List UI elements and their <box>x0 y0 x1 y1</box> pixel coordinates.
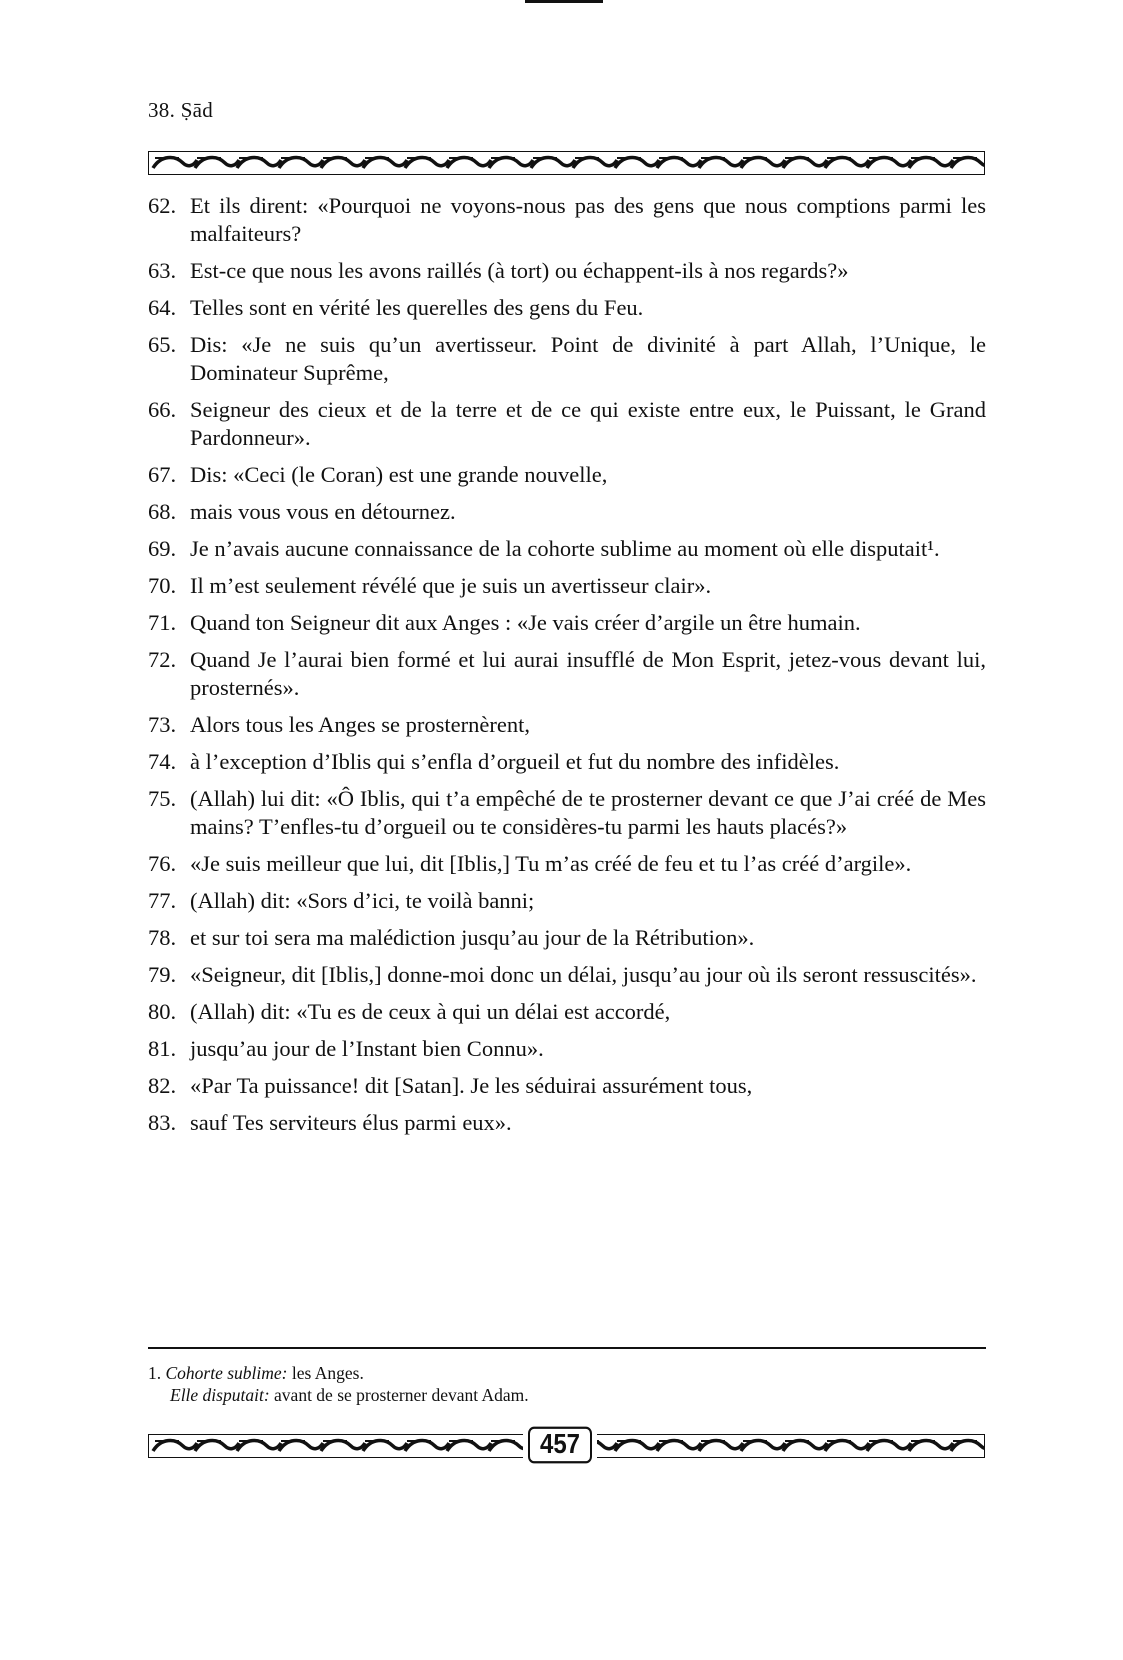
verse <box>148 1035 986 1063</box>
footnotes <box>148 1362 986 1406</box>
verse <box>148 396 986 452</box>
verse-number: 62. <box>148 193 177 218</box>
verse-text: jusqu’au jour de l’Instant bien Connu». <box>190 1036 544 1061</box>
verse <box>148 1109 986 1137</box>
verse-text: Quand Je l’aurai bien formé et lui aurai insufflé de Mon Esprit, jetez-vous devant lui, prosternés». <box>190 647 986 700</box>
verse <box>148 498 986 526</box>
verse-number: 81. <box>148 1036 177 1061</box>
verse <box>148 294 986 322</box>
verse-number: 78. <box>148 925 177 950</box>
verse <box>148 924 986 952</box>
verse <box>148 785 986 841</box>
verse-number: 83. <box>148 1110 177 1135</box>
verse-number: 69. <box>148 536 177 561</box>
verse <box>148 748 986 776</box>
verse-number: 76. <box>148 851 177 876</box>
verse-number: 65. <box>148 332 177 357</box>
footnote-1-continued <box>148 1384 986 1406</box>
page-number-badge <box>523 1428 597 1462</box>
verse <box>148 961 986 989</box>
surah-header: 38. Ṣād <box>148 98 214 122</box>
verse-number: 66. <box>148 397 177 422</box>
verse-number: 72. <box>148 647 177 672</box>
verse-number: 64. <box>148 295 177 320</box>
top-rule <box>525 0 603 3</box>
verse <box>148 572 986 600</box>
verse-text: (Allah) dit: «Tu es de ceux à qui un délai est accordé, <box>190 999 671 1024</box>
verse <box>148 461 986 489</box>
verse <box>148 609 986 637</box>
verse-text: et sur toi sera ma malédiction jusqu’au jour de la Rétribution». <box>190 925 755 950</box>
verse-number: 74. <box>148 749 177 774</box>
verse <box>148 257 986 285</box>
verse <box>148 1072 986 1100</box>
page-number: 457 <box>528 1427 592 1464</box>
verse <box>148 646 986 702</box>
footnote-text: avant de se prosterner devant Adam. <box>269 1385 529 1405</box>
verse-text: sauf Tes serviteurs élus parmi eux». <box>190 1110 512 1135</box>
verse-number: 67. <box>148 462 177 487</box>
chain-pattern <box>149 152 984 174</box>
verse-text: Seigneur des cieux et de la terre et de ce qui existe entre eux, le Puissant, le Grand Pardonneur». <box>190 397 986 450</box>
verse <box>148 887 986 915</box>
verse-number: 82. <box>148 1073 177 1098</box>
verse <box>148 711 986 739</box>
verse-text: «Je suis meilleur que lui, dit [Iblis,] Tu m’as créé de feu et tu l’as créé d’argile». <box>190 851 912 876</box>
verse <box>148 192 986 248</box>
verse-number: 71. <box>148 610 177 635</box>
verse <box>148 850 986 878</box>
verse-text: (Allah) lui dit: «Ô Iblis, qui t’a empêché de te prosterner devant ce que J’ai créé de Mes mains? T’enfles-tu d’orgueil ou te considères-tu parmi les hauts placés?» <box>190 786 986 839</box>
verse-number: 63. <box>148 258 177 283</box>
verse-text: Je n’avais aucune connaissance de la cohorte sublime au moment où elle disputait¹. <box>190 536 940 561</box>
verse-text: Est-ce que nous les avons raillés (à tort) ou échappent-ils à nos regards?» <box>190 258 849 283</box>
verse-text: «Par Ta puissance! dit [Satan]. Je les séduirai assurément tous, <box>190 1073 753 1098</box>
verse <box>148 998 986 1026</box>
verse-text: Dis: «Ceci (le Coran) est une grande nouvelle, <box>190 462 608 487</box>
verse-text: Telles sont en vérité les querelles des gens du Feu. <box>190 295 644 320</box>
footnote-term: Elle disputait: <box>170 1385 270 1405</box>
verse-text: «Seigneur, dit [Iblis,] donne-moi donc un délai, jusqu’au jour où ils seront ressuscités». <box>190 962 977 987</box>
footnote-term: Cohorte sublime: <box>165 1363 288 1383</box>
verse-number: 80. <box>148 999 177 1024</box>
verse-text: mais vous vous en détournez. <box>190 499 456 524</box>
verse-number: 70. <box>148 573 177 598</box>
footnote-text: les Anges. <box>287 1363 364 1383</box>
footnote-rule <box>148 1347 986 1349</box>
verse <box>148 535 986 563</box>
verse <box>148 331 986 387</box>
verse-number: 75. <box>148 786 177 811</box>
verse-number: 77. <box>148 888 177 913</box>
verse-text: (Allah) dit: «Sors d’ici, te voilà banni; <box>190 888 535 913</box>
top-ornamental-border <box>148 151 985 175</box>
footnote-number: 1. <box>148 1363 162 1383</box>
verse-text: Dis: «Je ne suis qu’un avertisseur. Point de divinité à part Allah, l’Unique, le Dominateur Suprême, <box>190 332 986 385</box>
verse-number: 68. <box>148 499 177 524</box>
verse-text: à l’exception d’Iblis qui s’enfla d’orgueil et fut du nombre des infidèles. <box>190 749 840 774</box>
footnote-1 <box>148 1362 986 1384</box>
verse-number: 73. <box>148 712 177 737</box>
verse-text: Et ils dirent: «Pourquoi ne voyons-nous pas des gens que nous comptions parmi les malfaiteurs? <box>190 193 986 246</box>
verse-list <box>148 192 986 1146</box>
verse-text: Alors tous les Anges se prosternèrent, <box>190 712 530 737</box>
verse-number: 79. <box>148 962 177 987</box>
verse-text: Il m’est seulement révélé que je suis un avertisseur clair». <box>190 573 712 598</box>
verse-text: Quand ton Seigneur dit aux Anges : «Je vais créer d’argile un être humain. <box>190 610 861 635</box>
